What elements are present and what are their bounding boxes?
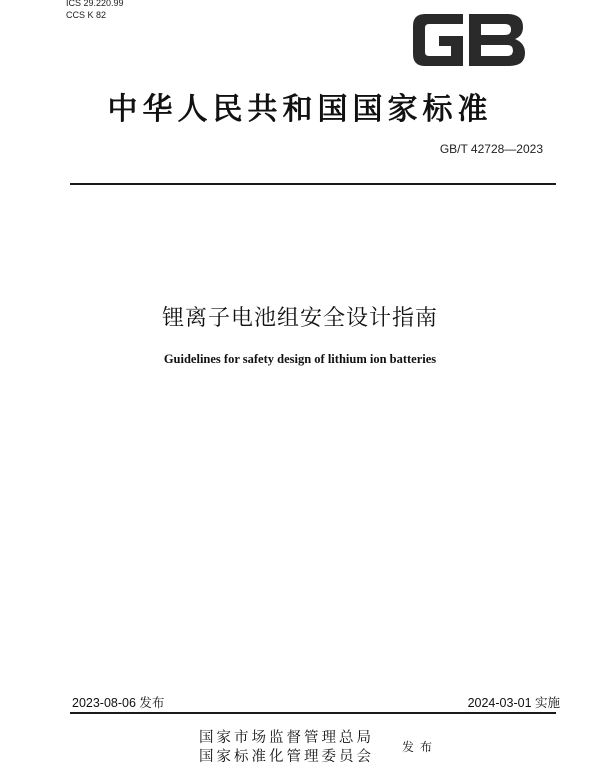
bottom-divider (70, 712, 556, 714)
ccs-code: CCS K 82 (66, 10, 107, 20)
issuer-samr: 国家市场监督管理总局 (199, 730, 374, 746)
document-title-chinese: 锂离子电池组安全设计指南 (161, 306, 438, 331)
classification-block (66, 0, 124, 21)
issuing-authorities (199, 729, 374, 767)
standard-name: 中华人民共和国国家标准 (107, 92, 493, 127)
document-title-english: Guidelines for safety design of lithium ion batteries (163, 352, 437, 366)
gb-logo-icon (407, 6, 529, 74)
issue-label: 发布 (402, 740, 439, 754)
standard-code: GB/T 42728—2023 (439, 142, 543, 156)
publish-date: 2023-08-06 发布 (72, 696, 165, 710)
top-divider (70, 183, 556, 185)
issuer-sac: 国家标准化管理委员会 (199, 749, 374, 765)
implementation-date: 2024-03-01 实施 (467, 696, 560, 710)
ics-code: ICS 29.220.99 (66, 0, 124, 8)
